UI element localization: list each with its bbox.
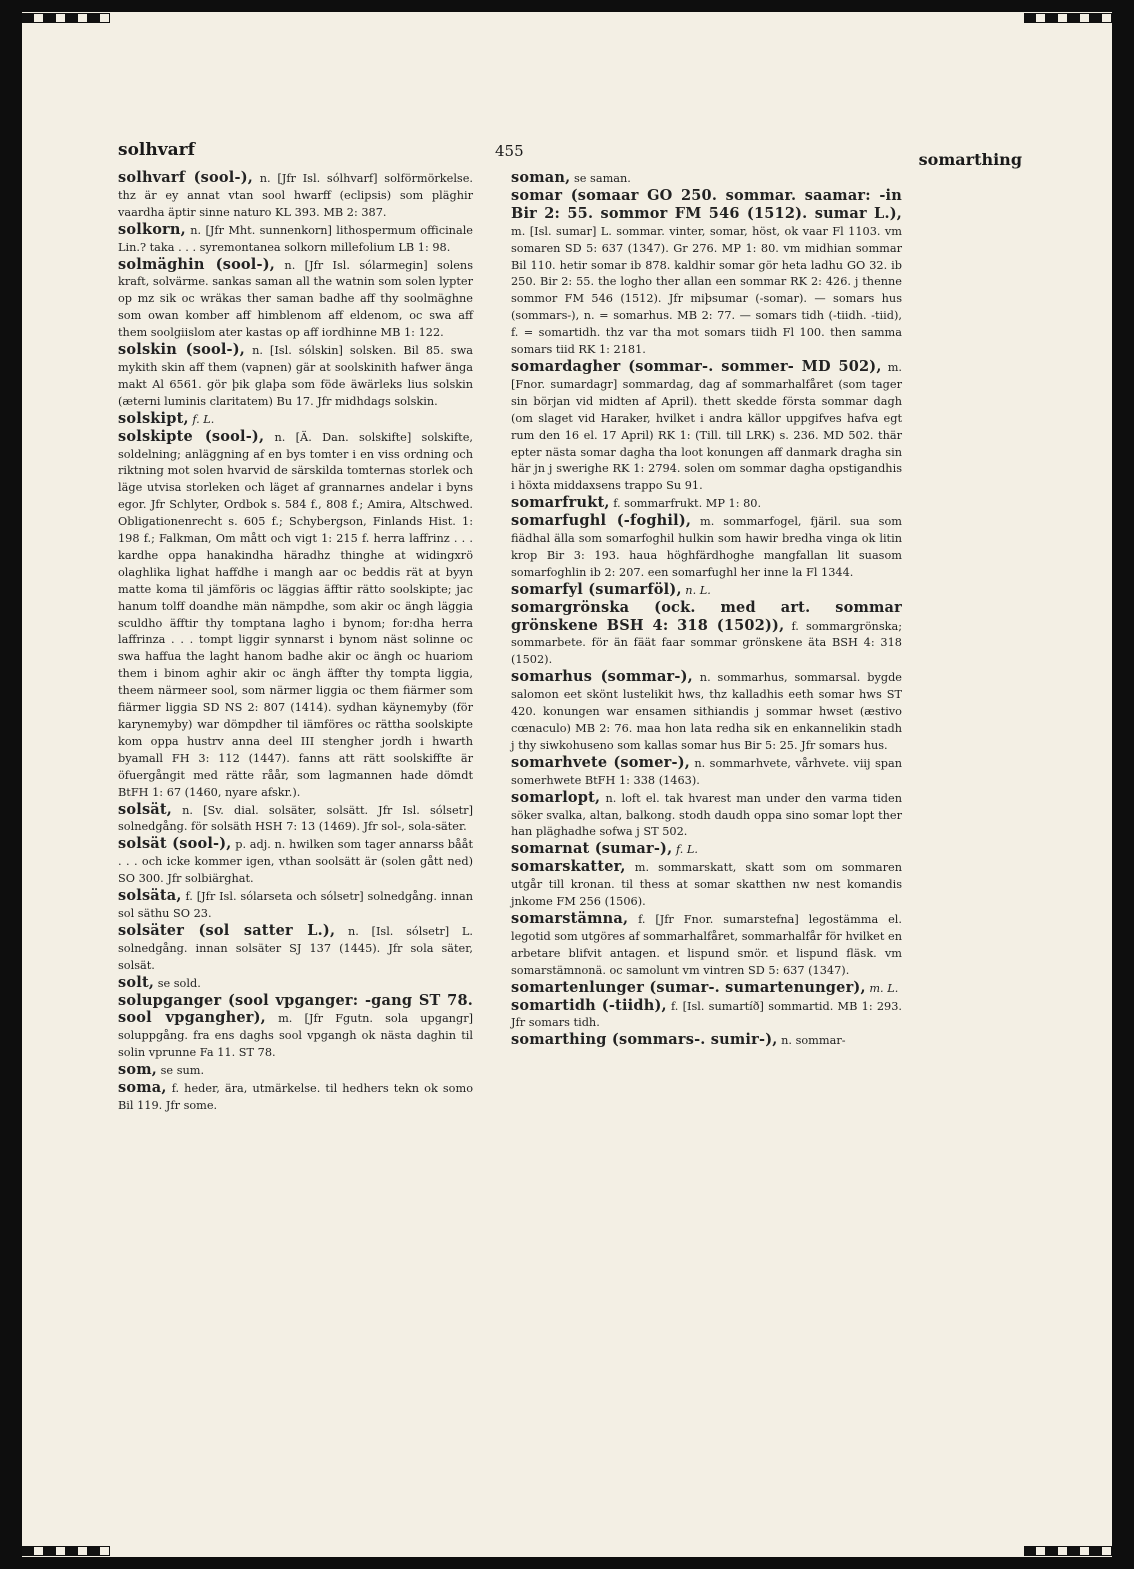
dictionary-entry <box>511 600 902 670</box>
entry-body: m. sommarskatt, skatt som om sommaren utgår till kronan. til thess at somar skatthen nw nest komandis jnkome FM 256 (1506). <box>511 861 902 909</box>
entry-body: n. [Ä. Dan. solskifte] solskifte, soldelning; anläggning af en bys tomter i en viss ordning och riktning mot solen hvarvid de särskilda tomternas storlek och läge utvisa storleken och läget af grannarnes andelar i byns egor. Jfr Schlyter, Ordbok s. 584 f., 808 f.; Amira, Altschwed. Obligationenrecht s. 605 f.; Schybergson, Finlands Hist. 1: 198 f.; Falkman, Om mått och vigt 1: 215 f. herra laffrinz . . . kardhe oppa hanakindha häradhz thinghe at widingxrö olaghlika lighat haffdhe i mangh aar oc beddis rät at byyn matte koma til jämföris oc läggias äfftir rätto soolskipte; jac hanum tolff doandhe män nämpdhe, som akir oc ängh läggia sculdho äfftir thy tomptana lagho i bynom; for:dha herra laffrinza . . . tompt liggir synnarst i bynom näst solinne oc swa haffua the laght hanom badhe akir oc ängh oc huariom them i binom aghir akir oc ängh äffter thy tompta liggia, theem närmeer sool, som närmer liggia oc them fiärmer som fiärmer liggia SD NS 2: 807 (1414). sydhan käynemyby (för karynemyby) war dömpdher til iämföres oc rättha soolskipte kom oppa hustrv anna deel III stengher jordh i hwarth byamall FH 3: 112 (1447). fanns att rätt soolskiffte är öfuergångit med rätte råår, som lagmannen hade dömdt BtFH 1: 67 (1460, nyare afskr.). <box>118 430 473 799</box>
dictionary-entry <box>118 802 473 837</box>
entry-body: m. [Jfr Fgutn. sola upgangr] soluppgång. fra ens daghs sool vpgangh ok nästa daghin til solin vprunne Fa 11. ST 78. <box>118 1012 473 1060</box>
entry-body: f. sommargrönska; sommarbete. för än fäät faar sommar grönskene äta BSH 4: 318 (1502). <box>511 619 903 667</box>
entry-headword: somarskatter, <box>511 858 626 876</box>
entry-headword: somarfrukt, <box>511 494 610 512</box>
dictionary-entry <box>511 859 902 911</box>
entry-body: n. [Sv. dial. solsäter, solsätt. Jfr Isl. sólsetr] solnedgång. för solsäth HSH 7: 13 (1469). Jfr sol-, sola-säter. <box>118 803 473 834</box>
entry-headword: somarlopt, <box>511 788 601 806</box>
entry-body: n. L. <box>685 583 711 597</box>
entry-headword: solskipt, <box>118 409 189 427</box>
running-head-right: somarthing <box>918 150 1022 169</box>
entry-headword: solhvarf (sool-), <box>118 169 254 186</box>
entry-headword: somarnat (sumar-), <box>511 840 673 858</box>
entry-body: m. [Fnor. sumardagr] sommardag, dag af sommarhalfåret (som tager sin början vid midten af April). thett skedde första sommar dagh (om slaget vid Haraker, hvilket i andra källor uppgifves hafva egt rum den 16 el. 17 April) RK 1: (Till. till LRK) s. 236. MD 502. thär epter nästa somar dagha tha loot konungen aff danmark dragha sin här jn j swerighe RK 1: 2794. solen om sommar dagha opstigandhis i höxta middaxsens trappo Su 91. <box>511 360 902 493</box>
entry-headword: somarhvete (somer-), <box>511 753 691 771</box>
dictionary-entry <box>118 993 473 1063</box>
entry-headword: som, <box>118 1061 158 1079</box>
entry-headword: somardagher (sommar-. sommer- MD 502), <box>511 357 882 375</box>
entry-body: f. [Jfr Isl. sólarseta och sólsetr] solnedgång. innan sol säthu SO 23. <box>118 890 474 920</box>
entry-body: m. sommarfogel, fjäril. sua som fiädhal älla som somarfoghil hulkin som hawir bredha vinga ok litin krop Bir 3: 193. haua höghfärdhoghe mangfallan lit suasom somarfoghlin ib 2: 207. een somarfughl her inne la Fl 1344. <box>511 515 902 579</box>
dictionary-entry <box>511 980 902 998</box>
entry-headword: solmäghin (sool-), <box>118 255 276 273</box>
entry-body: n. sommar- <box>781 1034 846 1048</box>
entry-body: f. L. <box>192 412 215 426</box>
entry-headword: somar (somaar GO 250. sommar. saamar: -in Bir 2: 55. sommor FM 546 (1512). sumar L.), <box>511 186 902 222</box>
dictionary-entry <box>511 790 902 842</box>
entry-body: n. [Jfr Mht. sunnenkorn] lithospermum officinale Lin.? taka . . . syremontanea solkorn millefolium LB 1: 98. <box>118 223 473 254</box>
entry-body: n. loft el. tak hvarest man under den varma tiden söker svalka, altan, balkong. stodh daudh oppa sino somar lopt ther han pläghadhe sofwa j ST 502. <box>511 791 902 839</box>
dictionary-entry <box>511 911 902 980</box>
right-column <box>511 170 902 1050</box>
entry-body: se saman. <box>573 172 631 185</box>
dictionary-entry <box>118 1080 473 1115</box>
dictionary-entry <box>511 1032 902 1050</box>
entry-headword: somartidh (-tiidh), <box>511 996 667 1014</box>
entry-body: n. [Jfr Isl. sólhvarf] solförmörkelse. thz är ey annat vtan sool hwarff (eclipsis) som pläghir vaardha äptir sinne naturo KL 393. MB 2: 387. <box>118 172 473 219</box>
entry-body: se sum. <box>160 1064 205 1078</box>
entry-headword: soma, <box>118 1079 167 1097</box>
entry-headword: solsäter (sol satter L.), <box>118 921 336 939</box>
dictionary-entry <box>511 582 902 600</box>
entry-body: n. [Jfr Isl. sólarmegin] solens kraft, solvärme. sankas saman all the watnin som solen lypter op mz sik oc wräkas ther saman badhe aff thy soolmäghne som owan komber aff himblenom aff eldenom, oc swa aff them soolgiislom ater kastas op aff iordhinne MB 1: 122. <box>118 258 473 340</box>
dictionary-entry <box>511 669 902 755</box>
entry-body: f. L. <box>675 843 699 857</box>
entry-body: m. [Isl. sumar] L. sommar. vinter, somar, höst, ok vaar Fl 1103. vm somaren SD 5: 637 (1347). Gr 276. MP 1: 80. vm midhian sommar Bil 110. hetir somar ib 878. kaldhir somar gör heta ladhu GO 32. ib 250. Bir 2: 55. the logho ther allan een sommar RK 2: 426. j thenne sommor FM 546 (1512). Jfr miþsumar (-somar). — somars hus (sommars-), n. = somarhus. MB 2: 77. — somars tidh (-tiidh. -tiid), f. = somartidh. thz var tha mot somars tiidh Fl 100. then samma somars tiid RK 1: 2181. <box>511 224 902 357</box>
entry-headword: solskipte (sool-), <box>118 427 265 445</box>
running-head-left: solhvarf <box>118 140 195 160</box>
entry-headword: solsät, <box>118 800 173 818</box>
entry-body: n. [Isl. sólsetr] L. solnedgång. innan solsäter SJ 137 (1445). Jfr sola säter, solsät. <box>118 924 473 972</box>
dictionary-entry <box>511 359 902 495</box>
entry-headword: solupganger (sool vpganger: -gang ST 78. sool vpgangher), <box>118 991 473 1027</box>
entry-headword: somargrönska (ock. med art. sommar grönskene BSH 4: 318 (1502)), <box>511 598 902 634</box>
entry-body: p. adj. n. hwilken som tager annarss bååt . . . och icke kommer igen, vthan soolsätt är (solen gått ned) SO 300. Jfr solbiärghat. <box>118 838 474 886</box>
entry-headword: somarstämna, <box>511 909 629 927</box>
entry-headword: solsäta, <box>118 887 182 905</box>
entry-headword: solt, <box>118 973 155 991</box>
entry-headword: somarhus (sommar-), <box>511 668 693 686</box>
entry-body: f. [Jfr Fnor. sumarstefna] legostämma el. legotid som utgöres af sommarhalfåret, sommarhalfår för hvilket en arbetare blifvit antagen. et lispund smör. et lispund fläsk. vm somarstämnonä. oc samolunt vm vintren SD 5: 637 (1347). <box>511 912 902 977</box>
left-column <box>118 170 473 1115</box>
entry-headword: somarthing (sommars-. sumir-), <box>511 1031 778 1049</box>
entry-headword: somartenlunger (sumar-. sumartenunger), <box>511 978 866 996</box>
entry-headword: somarfughl (-foghil), <box>511 512 692 530</box>
entry-body: n. sommarhus, sommarsal. bygde salomon eet skönt lustelikit hws, thz kalladhis eeth somar hws ST 420. konungen war ensamen sithiandis j sommar hwset (æstivo cœnaculo) MB 2: 76. maa hon lata redha sik en enkannelikin stadh j thy siwkohuseno som kallas somar hus Bir 5: 25. Jfr somars hus. <box>511 671 902 752</box>
dictionary-entry <box>118 923 473 975</box>
dictionary-entry <box>511 998 902 1033</box>
entry-body: m. L. <box>869 981 899 995</box>
bottom-scan-border <box>22 1545 1112 1557</box>
entry-body: n. [Isl. sólskin] solsken. Bil 85. swa mykith skin aff them (vapnen) gär at soolskinith hafwer änga makt Al 6561. gör þik glaþa som föde äwärleks lius solskin (æterni luminis claritatem) Bu 17. Jfr midhdags solskin. <box>118 344 474 408</box>
entry-body: se sold. <box>157 976 201 990</box>
entry-body: f. heder, ära, utmärkelse. til hedhers tekn ok somo Bil 119. Jfr some. <box>118 1082 473 1112</box>
entry-headword: soman, <box>511 169 571 186</box>
dictionary-entry <box>511 188 902 359</box>
dictionary-entry <box>118 888 473 923</box>
dictionary-entry <box>118 411 473 429</box>
dictionary-entry <box>118 975 473 993</box>
dictionary-entry <box>118 1062 473 1080</box>
dictionary-entry <box>511 755 902 790</box>
entry-headword: solkorn, <box>118 220 186 238</box>
dictionary-entry <box>118 257 473 343</box>
dictionary-entry <box>511 513 902 582</box>
dictionary-entry <box>511 170 902 188</box>
top-scan-border <box>22 12 1112 24</box>
dictionary-entry <box>118 222 473 257</box>
entry-headword: solsät (sool-), <box>118 835 232 853</box>
entry-body: f. [Isl. sumartíð] sommartid. MB 1: 293. Jfr somars tidh. <box>511 999 903 1030</box>
dictionary-entry <box>118 170 473 222</box>
entry-body: n. sommarhvete, vårhvete. viij span somerhwete BtFH 1: 338 (1463). <box>511 756 902 787</box>
dictionary-entry <box>118 429 473 802</box>
entry-headword: somarfyl (sumarföl), <box>511 580 682 598</box>
entry-body: f. sommarfrukt. MP 1: 80. <box>613 497 762 511</box>
page-number: 455 <box>495 142 524 160</box>
dictionary-entry <box>118 836 473 888</box>
dictionary-entry <box>118 342 473 411</box>
entry-headword: solskin (sool-), <box>118 341 246 359</box>
dictionary-entry <box>511 841 902 859</box>
dictionary-entry <box>511 495 902 513</box>
